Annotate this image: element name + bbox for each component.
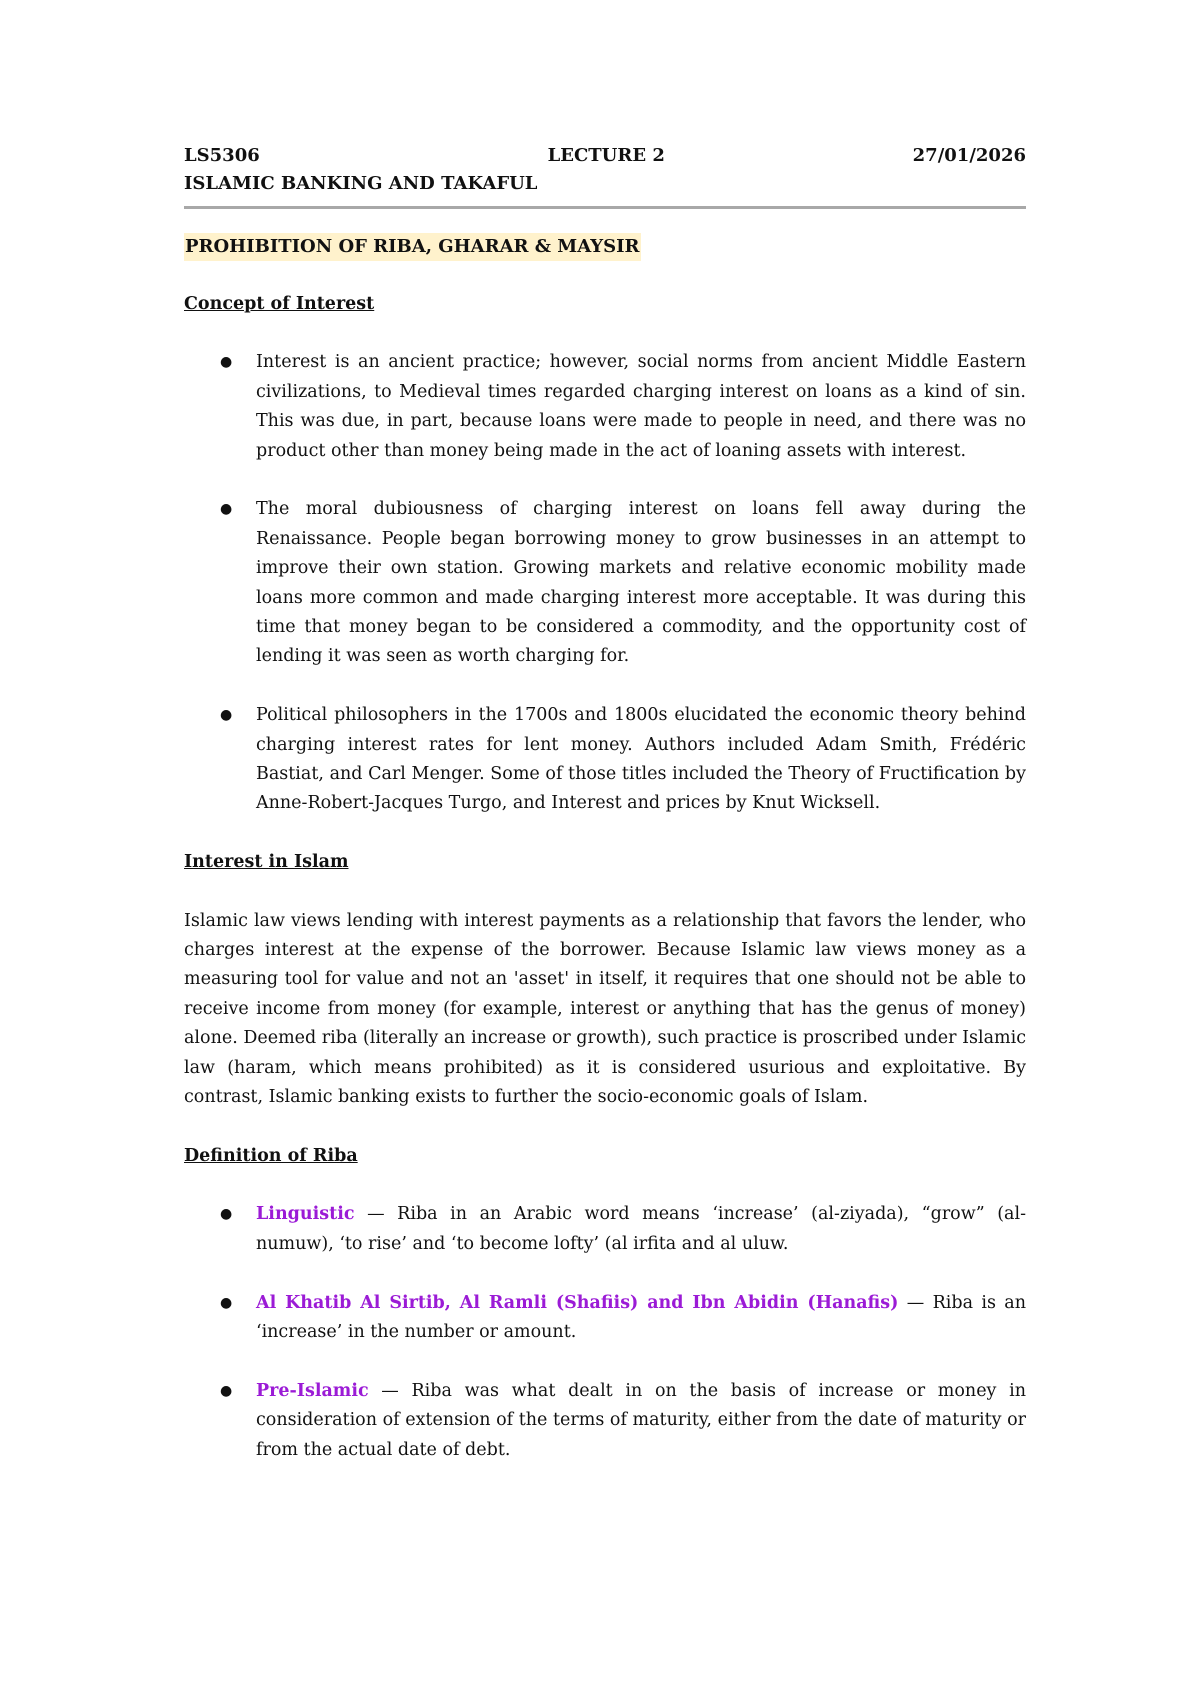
lecture-date: 27/01/2026	[912, 145, 1026, 166]
section-heading-interest-in-islam: Interest in Islam	[184, 852, 349, 873]
course-title: ISLAMIC BANKING AND TAKAFUL	[184, 173, 538, 194]
definition-text: — Riba was what dealt in on the basis of increase or money in consideration of extension of the terms of maturity, either from the date of maturity or from the actual date of debt.	[256, 1380, 1026, 1460]
list-item	[184, 348, 1026, 466]
header-divider	[184, 206, 1026, 209]
definition-text: — Riba is an ‘increase’ in the number or amount.	[256, 1292, 1026, 1342]
bullet-icon: ●	[220, 501, 233, 518]
list-item	[184, 701, 1026, 819]
list-item	[184, 495, 1026, 671]
list-item-text: Political philosophers in the 1700s and 1800s elucidated the economic theory behind charging interest rates for lent money. Authors included Adam Smith, Frédéric Bastiat, and Carl Menger. Some of those titles included the Theory of Fructification by Anne-Robert-Jacques Turgo, and Interest and prices by Knut Wicksell.	[256, 705, 1026, 814]
list-item	[184, 1289, 1026, 1348]
document-title: PROHIBITION OF RIBA, GHARAR & MAYSIR	[184, 233, 641, 261]
definition-term: Pre-Islamic	[256, 1380, 369, 1401]
bullet-icon: ●	[220, 354, 233, 371]
course-code: LS5306	[184, 145, 260, 166]
definition-term: Linguistic	[256, 1204, 355, 1225]
definition-of-riba-list	[184, 1200, 1026, 1465]
list-item	[184, 1377, 1026, 1465]
section-heading-concept-of-interest: Concept of Interest	[184, 294, 375, 314]
document-header	[184, 142, 1026, 170]
concept-of-interest-list	[184, 348, 1026, 818]
bullet-icon: ●	[220, 1382, 233, 1399]
definition-term: Al Khatib Al Sirtib, Al Ramli (Shafiis) and Ibn Abidin (Hanafis)	[256, 1292, 899, 1313]
list-item	[184, 1200, 1026, 1259]
list-item-text: The moral dubiousness of charging interest on loans fell away during the Renaissance. People began borrowing money to grow businesses in an attempt to improve their own station. Growing markets and relative economic mobility made loans more common and made charging interest more acceptable. It was during this time that money began to be considered a commodity, and the opportunity cost of lending it was seen as worth charging for.	[256, 499, 1026, 667]
bullet-icon: ●	[220, 1206, 233, 1223]
section-heading-definition-of-riba: Definition of Riba	[184, 1145, 358, 1166]
definition-text: — Riba in an Arabic word means ‘increase’ (al-ziyada), “grow” (al-numuw), ‘to rise’ and ‘to become lofty’ (al irfita and al uluw.	[256, 1204, 1026, 1254]
bullet-icon: ●	[220, 1294, 233, 1311]
bullet-icon: ●	[220, 707, 233, 724]
lecture-number: LECTURE 2	[547, 145, 665, 166]
interest-in-islam-paragraph: Islamic law views lending with interest payments as a relationship that favors the lender, who charges interest at the expense of the borrower. Because Islamic law views money as a measuring tool for value and not an 'asset' in itself, it requires that one should not be able to receive income from money (for example, interest or anything that has the genus of money) alone. Deemed riba (literally an increase or growth), such practice is proscribed under Islamic law (haram, which means prohibited) as it is considered usurious and exploitative. By contrast, Islamic banking exists to further the socio-economic goals of Islam.	[184, 910, 1026, 1108]
list-item-text: Interest is an ancient practice; however, social norms from ancient Middle Eastern civilizations, to Medieval times regarded charging interest on loans as a kind of sin. This was due, in part, because loans were made to people in need, and there was no product other than money being made in the act of loaning assets with interest.	[256, 352, 1026, 461]
document-page	[184, 142, 1026, 1494]
